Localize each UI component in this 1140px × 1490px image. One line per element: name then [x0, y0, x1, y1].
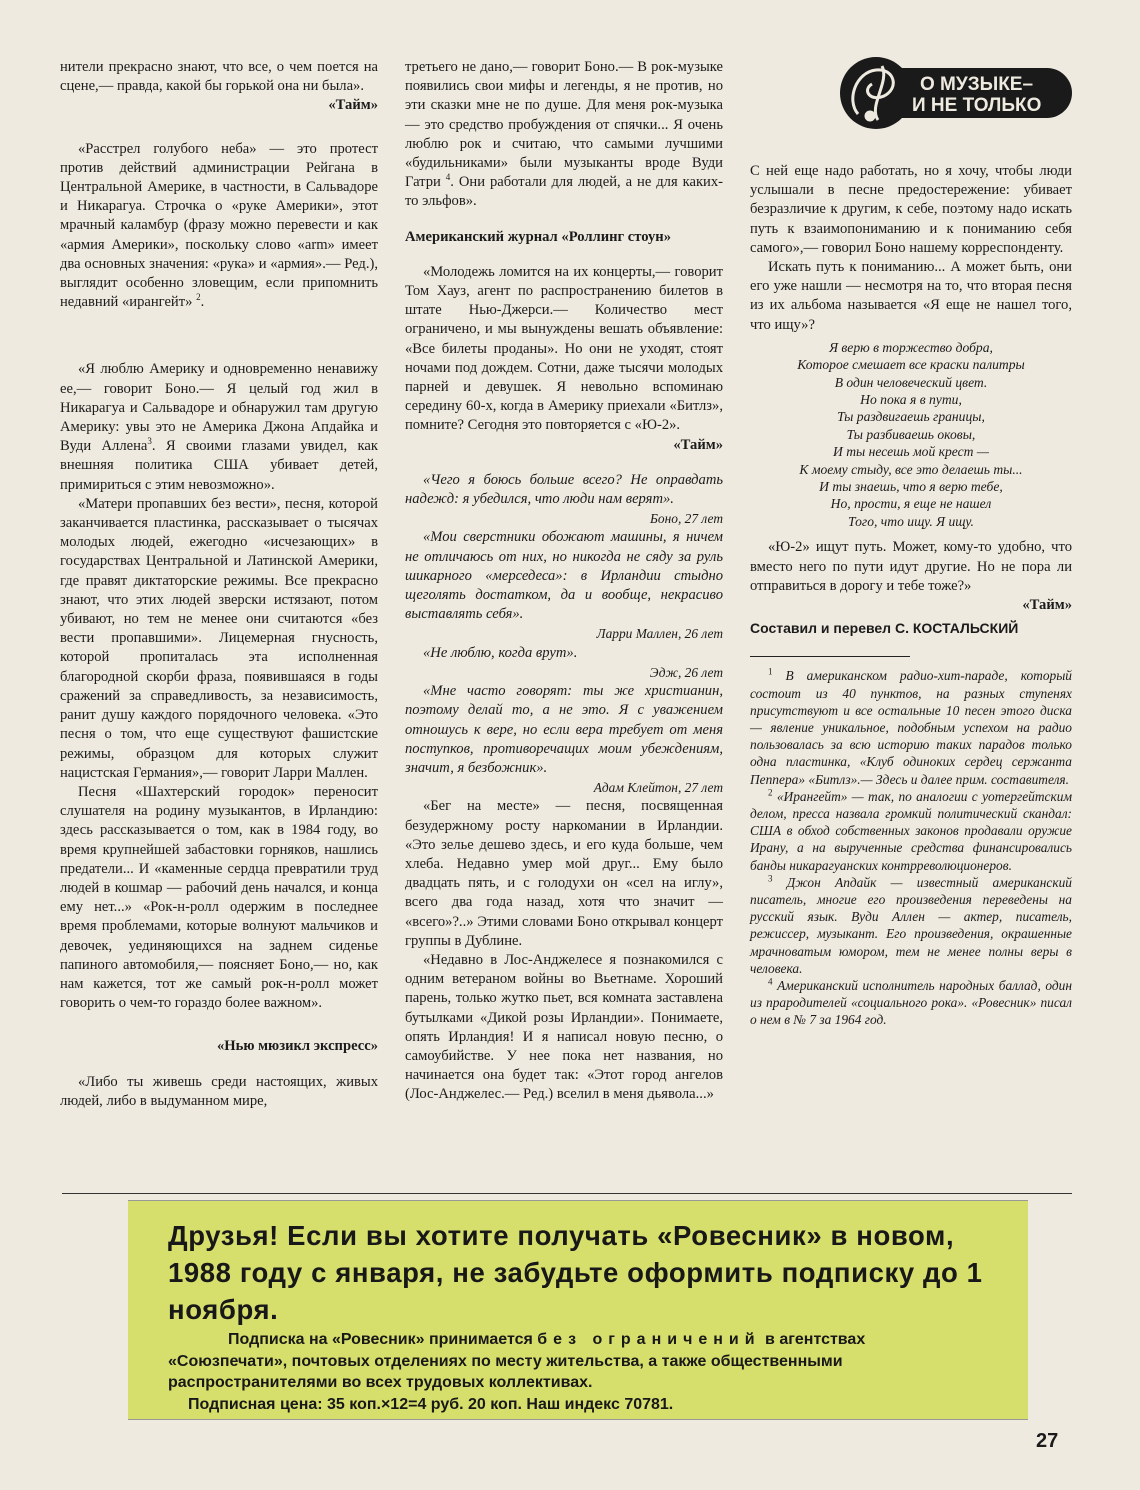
- poem-line: Того, что ищу. Я ищу.: [848, 513, 974, 529]
- footnote-3: $^3$ Джон Апдайк — известный американский писатель, многие его произведения переведены на русский язык. Вуди Аллен — актер, писатель, режиссер, музыкант. Его произведения, окрашенные мрачноватым юмором, тем не менее полны веры в человека.: [750, 873, 1072, 976]
- col1-paragraph-2: «Расстрел голубого неба» — это протест против действий администрации Рейгана в Центральной Америке, в частности, в Сальвадоре и Никарагуа. Строчка о «руке Америки», этот мрачный каламбур (фразу можно перевести и как «армия Америки», поскольку слово «arm» имеет два основных значения: «рука» и «армия».— Ред.), выглядит особенно зловещим, если припомнить недавний «ирангейт» $^2$.: [60, 140, 378, 311]
- col3-paragraph-2: Искать путь к пониманию... А может быть, они его уже нашли — несмотря на то, что вторая песня из их альбома называется «Я еще не нашел того, что ищу»?: [750, 259, 1072, 333]
- poem-line: В один человеческий цвет.: [834, 374, 988, 390]
- col1-paragraph-1: нители прекрасно знают, что все, о чем поется на сцене,— правда, какой бы горькой она ни была».: [60, 59, 378, 95]
- column-2: [405, 58, 723, 1105]
- col1-paragraph-3: «Я люблю Америку и одновременно ненавижу ее,— говорит Боно.— Я целый год жил в Никарагуа и Сальвадоре и обнаружил там другую Америку: увы это не Америка Джона Апдайка и Вуди Аллена$^3$. Я своими глазами увидел, как внешняя политика США убивает детей, примириться с этим невозможно».: [60, 361, 378, 493]
- col3-paragraph-3: «Ю-2» ищут путь. Может, кому-то удобно, что вместо него по пути идут другие. Но не пора ли отправиться в дорогу и тебе тоже?»: [750, 539, 1072, 594]
- poem-line: Ты раздвигаешь границы,: [837, 409, 985, 425]
- poem-line: Я верю в торжество добра,: [829, 339, 993, 355]
- footnote-2: $^2$ «Ирангейт» — так, по аналогии с уотергейтским делом, пресса назвала громкий политический скандал: США в обход собственных законов продавали оружие Ирану, а на вырученные средства финансировались банды никарагуанских контрреволюционеров.: [750, 787, 1072, 873]
- col2-paragraph-3: «Бег на месте» — песня, посвященная безудержному росту наркомании в Ирландии. «Это зелье дешево здесь, и его куда больше, чем хлеба. Недавно умер мой друг... Ему было двадцать пять, и с голодухи он «сел на иглу», всего два года назад, хотя что значит — «всего»?..» Этими словами Боно открывал концерт группы в Дублине.: [405, 798, 723, 949]
- banner-line-2: «Союзпечати», почтовых отделениях по месту жительства, а также общественными распространителями во всех трудовых коллективах.: [168, 1352, 843, 1391]
- poem: [750, 339, 1072, 530]
- col1-paragraph-6: «Либо ты живешь среди настоящих, живых людей, либо в выдуманном мире,: [60, 1073, 378, 1109]
- banner-price-line: Подписная цена: 35 коп.×12=4 руб. 20 коп. Наш индекс 70781.: [188, 1395, 674, 1413]
- col1-source-2: «Нью мюзикл экспресс»: [216, 1038, 378, 1055]
- col2-paragraph-1: третьего не дано,— говорит Боно.— В рок-музыке появились свои мифы и легенды, я не против, но эти сказки мне не по душе. Для меня рок-музыка — это средство пробуждения от спячки... Я очень люблю рок и считаю, что самыми лучшими «будильниками» были музыканты вроде Вуди Гатри $^4$. Они работали для людей, а не для каких-то эльфов».: [405, 59, 723, 210]
- col2-signature-4: Адам Клейтон, 27 лет: [593, 780, 723, 796]
- column-3: [750, 162, 1072, 1029]
- col2-paragraph-2: «Молодежь ломится на их концерты,— говорит Том Хауз, агент по распространению билетов в штате Нью-Джерси.— Количество мест ограничено, и мы вынуждены вешать объявление: «Все билеты проданы». Но они не уходят, стоят ночами под дождем. Сотни, даже тысячи молодых парней и девушек. Я невольно вспоминаю середину 60-х, когда в Америку приехали «Битлз», помните? Сегодня это повторяется с «Ю-2».: [405, 263, 723, 434]
- footnote-divider: [750, 656, 910, 657]
- col2-source-1: «Тайм»: [673, 436, 723, 453]
- banner-line-1: Подписка на «Ровесник» принимается без ограничений в агентствах: [228, 1331, 866, 1348]
- poem-line: И ты знаешь, что я верю тебе,: [819, 479, 1003, 495]
- col2-quote-1: «Чего я боюсь больше всего? Не оправдать надежд: я убедился, что люди нам верят».: [405, 471, 723, 508]
- banner-details: [168, 1329, 998, 1415]
- col2-quote-4: «Мне часто говорят: ты же христианин, поэтому делай то, а не это. Я с уважением отношусь к вере, но если вера требует от меня поступков, противоречащих моим убеждениям, значит, я безбожник».: [405, 683, 723, 776]
- compiler-credit: Составил и перевел С. КОСТАЛЬСКИЙ: [750, 620, 1019, 637]
- banner-headline: Друзья! Если вы хотите получать «Ровесник» в новом, 1988 году с января, не забудьте оформить подписку до 1 ноября.: [168, 1220, 983, 1325]
- subscription-banner: [128, 1200, 1028, 1420]
- col2-heading: Американский журнал «Роллинг стоун»: [405, 228, 672, 245]
- footnote-4: $^4$ Американский исполнитель народных баллад, один из прародителей «социального рока». «Ровесник» писал о нем в № 7 за 1964 год.: [750, 976, 1072, 1028]
- col1-source-1: «Тайм»: [328, 97, 378, 114]
- col2-signature-1: Боно, 27 лет: [650, 511, 723, 527]
- poem-line: И ты несешь мой крест —: [833, 444, 989, 460]
- col1-paragraph-4: «Матери пропавших без вести», песня, которой заканчивается пластинка, рассказывает о тысячах молодых людей, ежегодно «исчезающих» в государствах Центральной и Латинской Америки, где правят диктаторские режимы. Все прекрасно знают, что этих людей зверски истязают, потом убивают, но тем не менее они считаются «без вести пропавшими». Лицемерная гнусность, которой пропиталась эта исполненная благородной скорби фраза, появившаяся в годы сражений за справедливость, за независимость, ранит душу каждого порядочного человека. «Это песня о том, что еще существуют фашистские режимы, образцом для которых служит нацистская Германия»,— говорит Ларри Маллен.: [60, 495, 378, 781]
- col2-signature-2: Ларри Маллен, 26 лет: [596, 626, 723, 642]
- poem-line: К моему стыду, все это делаешь ты...: [799, 461, 1023, 477]
- col3-source-1: «Тайм»: [1022, 596, 1072, 613]
- logo-line-1: О МУЗЫКЕ–: [920, 74, 1034, 95]
- footnote-1: $^1$ В американском радио-хит-параде, который состоит из 40 пунктов, на разных ступенях присутствуют и все остальные 10 песен этого диска — явление уникальное, подобным успехом на радио пользовалась за всю историю таких парадов только одна пластинка, «Клуб одиноких сердец сержанта Пеппера» «Битлз».— Здесь и далее прим. составителя.: [750, 666, 1072, 787]
- poem-line: Ты разбиваешь оковы,: [846, 426, 976, 442]
- poem-line: Но пока я в пути,: [860, 392, 962, 408]
- section-logo: [838, 56, 1072, 130]
- poem-line: Но, прости, я еще не нашел: [830, 496, 992, 512]
- col2-quote-2: «Мои сверстники обожают машины, я ничем не отличаюсь от них, но никогда не сяду за руль шикарного «мерседеса»: в Ирландии стыдно щеголять достатком, да и вообще, некрасиво выставлять себя».: [405, 529, 723, 623]
- poem-line: Которое смешает все краски палитры: [797, 357, 1025, 373]
- col2-signature-3: Эдж, 26 лет: [649, 664, 723, 680]
- column-1: [60, 58, 378, 1111]
- col3-paragraph-1: С ней еще надо работать, но я хочу, чтобы люди услышали в песне предостережение: убивает безразличие к другим, к себе, поэтому надо искать путь к взаимопониманию и к пониманию себя самого»,— говорил Боно нашему корреспонденту.: [750, 163, 1072, 256]
- col2-quote-3: «Не люблю, когда врут».: [423, 644, 578, 661]
- col1-paragraph-5: Песня «Шахтерский городок» переносит слушателя на родину музыкантов, в Ирландию: здесь рассказывается о том, как в 1984 году, во время крупнейшей забастовки горняков, нашлись предатели... И «каменные сердца превратили труд людей в кошмар — рабочий день начался, и конца ему нет...» «Рок-н-ролл одержим в последнее время проблемами, которые волнуют мальчиков и девочек, уединяющихся на заднем сиденье папиного автомобиля,— поясняет Боно,— но, как нам кажется, тот же самый рок-н-ролл может говорить о чем-то гораздо более важном».: [60, 783, 378, 1012]
- logo-line-2: И НЕ ТОЛЬКО: [912, 95, 1042, 116]
- banner-divider: [62, 1193, 1072, 1194]
- page-number: 27: [1036, 1430, 1059, 1452]
- col2-paragraph-4: «Недавно в Лос-Анджелесе я познакомился с одним ветераном войны во Вьетнаме. Хороший парень, только жутко пьет, вся комната заставлена бутылками «Дикой розы Ирландии». Понимаете, опять Ирландия! И я написал новую песню, о самоубийстве. У нее пока нет названия, но начинается она будет так: «Этот город ангелов (Лос-Анджелес.— Ред.) вселил в меня дьявола...»: [405, 951, 723, 1103]
